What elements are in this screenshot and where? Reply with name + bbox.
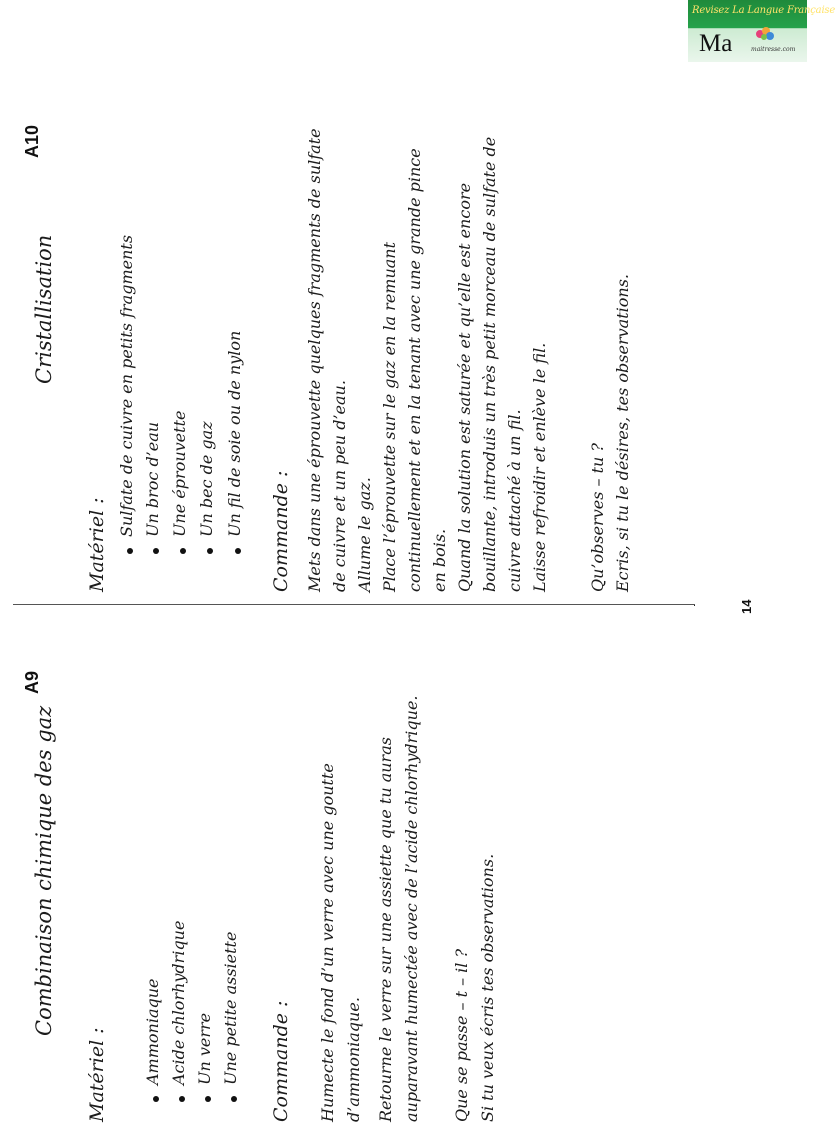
commande-line: Allume le gaz. [355,477,374,592]
title-a9: Combinaison chimique des gaz [32,705,56,1036]
bullet [231,1096,237,1102]
column-divider [13,604,695,605]
materiel-item: Une éprouvette [170,410,189,537]
bullet [180,548,186,554]
question-line: Si tu veux écris tes observations. [478,853,497,1122]
bullet [179,1096,185,1102]
question-line: Ecris, si tu le désires, tes observations. [613,274,632,592]
commande-line: Mets dans une éprouvette quelques fragments de sulfate [305,128,324,592]
commande-line: bouillante, introduis un très petit morceau de sulfate de [480,136,499,592]
commande-line: cuivre attaché à un fil. [505,409,524,592]
materiel-item: Un bec de gaz [197,421,216,537]
materiel-heading-a10: Matériel : [86,497,108,592]
commande-line: Humecte le fond d’un verre avec une goutte [318,763,337,1122]
materiel-heading-a9: Matériel : [86,1027,108,1122]
site-logo [688,0,835,62]
logo-tagline: Revisez La Langue Française [692,5,835,16]
commande-line: de cuivre et un peu d’eau. [330,380,349,592]
flower-icon [754,26,776,42]
commande-line: Retourne le verre sur une assiette que tu auras [376,737,395,1122]
activity-code-a9: A9 [22,670,42,694]
page-number: 14 [739,599,754,614]
question-line: Que se passe – t – il ? [452,948,471,1122]
bullet [207,548,213,554]
materiel-item: Un fil de soie ou de nylon [225,330,244,537]
commande-line: continuellement et en la tenant avec une grande pince [405,148,424,592]
materiel-item: Un verre [195,1012,214,1085]
bullet [153,548,159,554]
commande-line: Quand la solution est saturée et qu’elle est encore [455,182,474,592]
materiel-item: Acide chlorhydrique [169,920,188,1085]
materiel-item: Une petite assiette [221,931,240,1085]
bullet [235,548,241,554]
commande-line: en bois. [430,528,449,592]
commande-heading-a10: Commande : [270,470,292,592]
materiel-item: Sulfate de cuivre en petits fragments [117,234,136,537]
logo-mark: Ma [699,30,733,57]
commande-line: d’ammoniaque. [344,997,363,1122]
materiel-item: Ammoniaque [143,978,162,1085]
commande-heading-a9: Commande : [270,1000,292,1122]
bullet [205,1096,211,1102]
logo-site: maitresse.com [751,46,796,53]
activity-code-a10: A10 [22,124,42,158]
bullet [127,548,133,554]
bullet [153,1096,159,1102]
commande-line: Place l’éprouvette sur le gaz en la remuant [380,241,399,592]
question-line: Qu’observes – tu ? [588,443,607,592]
materiel-item: Un broc d’eau [143,421,162,537]
commande-line: Laisse refroidir et enlève le fil. [530,342,549,592]
commande-line: auparavant humectée avec de l’acide chlorhydrique. [402,695,421,1122]
title-a10: Cristallisation [32,234,56,384]
